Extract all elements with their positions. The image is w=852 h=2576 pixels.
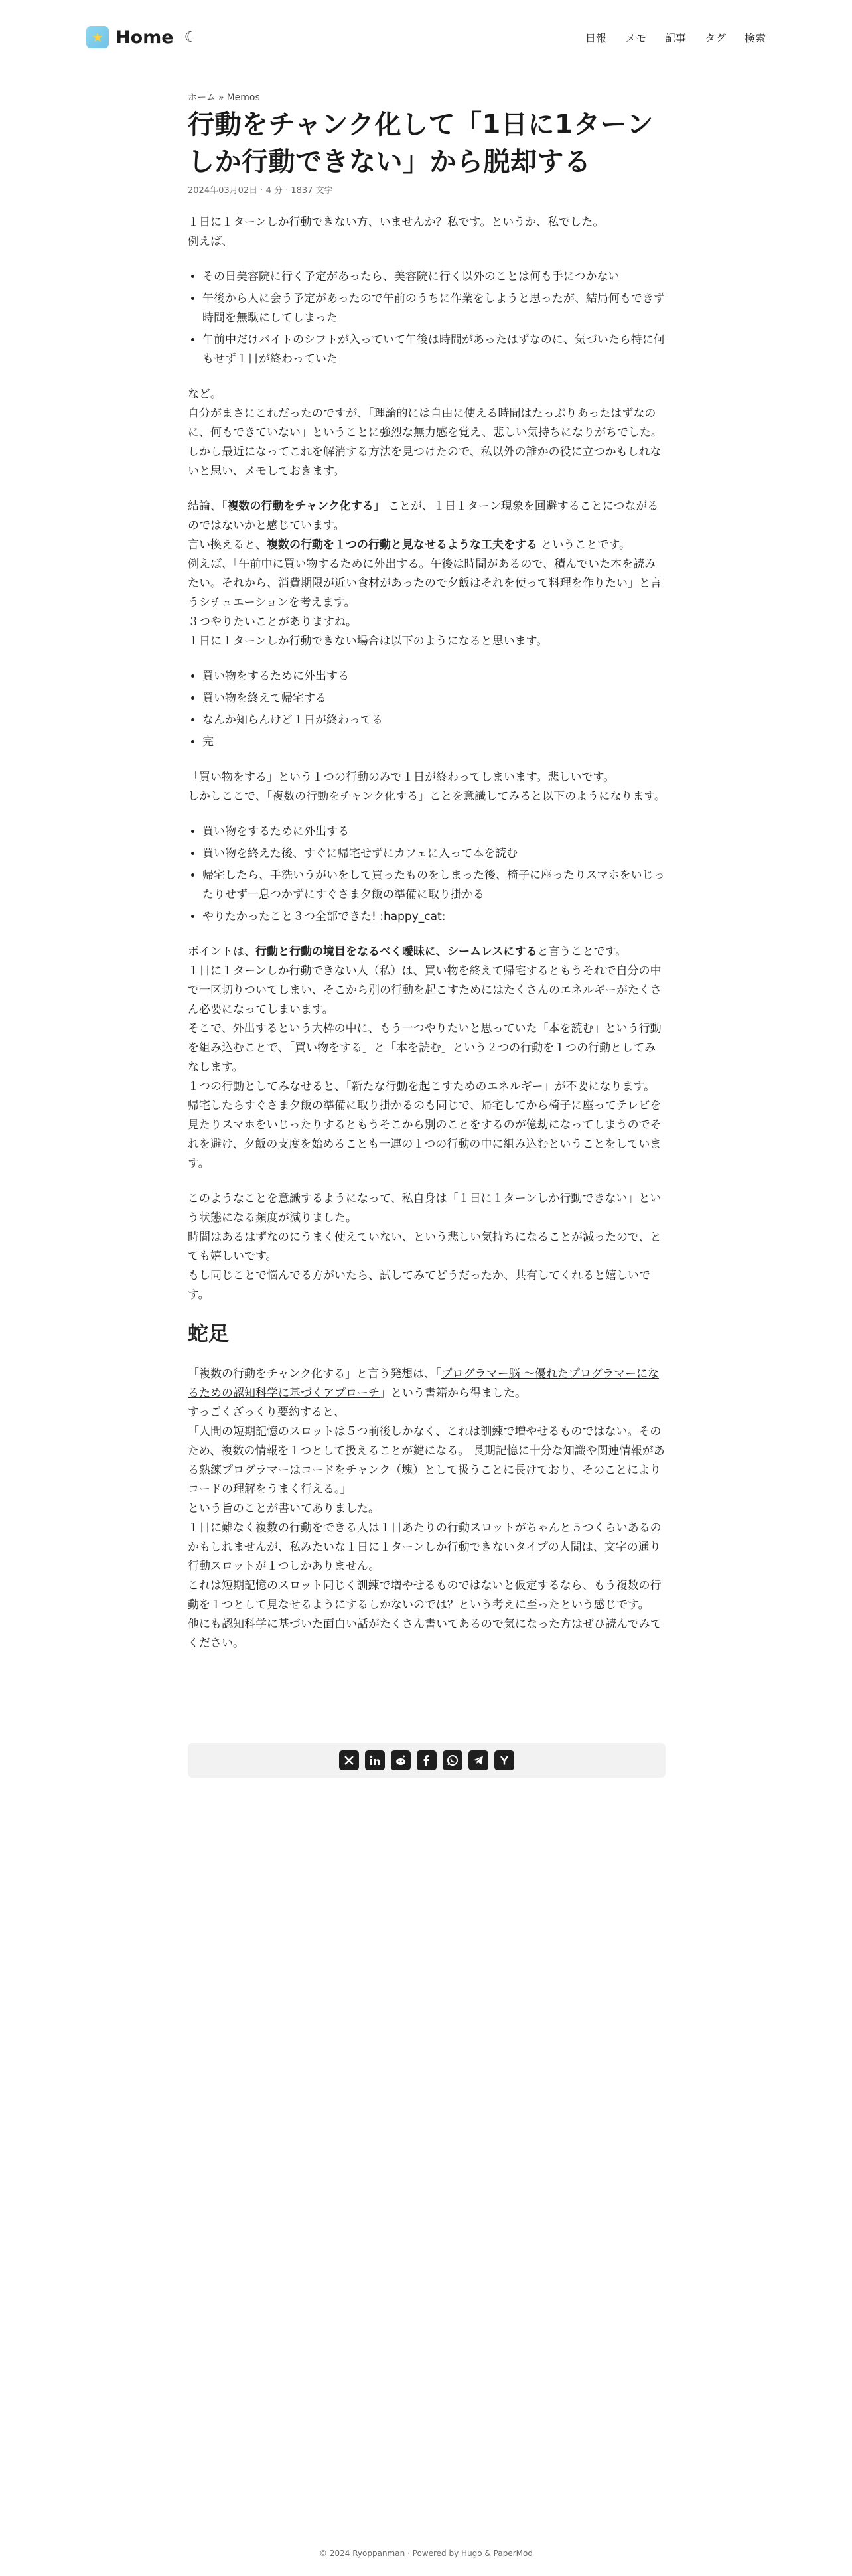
page-title: 行動をチャンク化して「1日に1ターンしか行動できない」から脱却する <box>188 110 654 177</box>
paragraph-point: ポイントは、行動と行動の境目をなるべく曖昧に、シームレスにすると言うことです。 １日に１ターンしか行動できない人（私）は、買い物を終えて帰宅するともうそれで自分の中で一区切りついてしまい、そこから別の行動を起こすためにはたくさんのエネルギーがたくさん必要になってしまいます。 そこで、外出するという大枠の中に、もう一つやりたいと思っていた「本を読む」という行動を組み込むことで、「買い物をする」と「本を読む」という２つの行動を１つの行動としてみなします。 １つの行動としてみなせると、「新たな行動を起こすためのエネルギー」が不要になります。 帰宅したらすぐさま夕飯の準備に取り掛かるのも同じで、帰宅してから椅子に座ってテレビを見たりスマホをいじったりするともうそこから別のことをするのが億劫になってしまうのでそれを避け、夕飯の支度を始めることも一連の１つの行動の中に組み込むということをしています。 <box>188 945 662 1170</box>
telegram-share-icon[interactable] <box>468 1750 488 1770</box>
list-item: • 買い物をするために外出する <box>202 667 666 686</box>
list-item: • 完 <box>202 733 666 752</box>
list-item: • 買い物を終えた後、すぐに帰宅せずにカフェに入って本を読む <box>202 844 666 864</box>
list-item: • なんか知らんけど１日が終わってる <box>202 711 666 730</box>
linkedin-share-icon[interactable] <box>365 1750 385 1770</box>
paragraph-result: このようなことを意識するようになって、私自身は「１日に１ターンしか行動できない」という状態になる頻度が減りました。 時間はあるはずなのにうまく使えていない、という悲しい気持ちになることが減ったので、とても嬉しいです。 もし同じことで悩んでる方がいたら、試してみてどうだったか、共有してくれると嬉しいです。 <box>188 1192 662 1302</box>
site-header <box>86 21 766 53</box>
book-link[interactable]: プログラマー脳 〜優れたプログラマーになるための認知科学に基づくアプローチ <box>188 1367 660 1400</box>
papermod-link[interactable]: PaperMod <box>493 2549 533 2558</box>
home-link[interactable]: Home <box>115 27 174 48</box>
facebook-share-icon[interactable] <box>417 1750 437 1770</box>
author-link[interactable]: Ryoppanman <box>352 2549 405 2558</box>
brand <box>86 26 197 48</box>
main-nav <box>585 30 766 45</box>
nav-item-search[interactable]: 検索 <box>744 31 766 44</box>
moon-icon[interactable]: ☾ <box>184 29 198 46</box>
paragraph-aside: 「複数の行動をチャンク化する」と言う発想は、「プログラマー脳 〜優れたプログラマーになるための認知科学に基づくアプローチ」という書籍から得ました。 すっごくざっくり要約すると、 「人間の短期記憶のスロットは５つ前後しかなく、これは訓練で増やせるものではない。そのため、複数の情報を１つとして扱えることが鍵になる。 長期記憶に十分な知識や関連情報がある熟練プログラマーはコードをチャンク（塊）として扱うことに長けており、そのことによりコードの理解をうまく行える。」 という旨のことが書いてありました。 １日に難なく複数の行動をできる人は１日あたりの行動スロットがちゃんと５つくらいあるのかもしれませんが、私みたいな１日に１ターンしか行動できないタイプの人間は、文字の通り行動スロットが１つしかありません。 これは短期記憶のスロット同じく訓練で増やせるものではないと仮定するなら、もう複数の行動を１つとして見なせるようにするしかないのでは？という考えに至ったという感じです。 他にも認知科学に基づいた面白い話がたくさん書いてあるので気になった方はぜひ読んでみてください。 <box>188 1367 665 1650</box>
nav-item-articles[interactable]: 記事 <box>664 31 686 44</box>
x-share-icon[interactable] <box>339 1750 359 1770</box>
nav-item-memo[interactable]: メモ <box>624 31 646 44</box>
example-list <box>188 267 666 369</box>
share-buttons <box>188 1743 666 1778</box>
nav-item-tags[interactable]: タグ <box>704 31 726 44</box>
paragraph-intro: １日に１ターンしか行動できない方、いませんか？私です。というか、私でした。 例えば、 <box>188 216 604 248</box>
list-item: • やりたかったこと３つ全部できた! :happy_cat: <box>202 907 666 927</box>
post-meta: 2024年03月02日 · 4 分 · 1837 文字 <box>188 186 333 196</box>
article <box>188 90 666 1669</box>
list-item: • 帰宅したら、手洗いうがいをして買ったものをしまった後、椅子に座ったりスマホをいじったりせず一息つかずにすぐさま夕飯の準備に取り掛かる <box>202 866 666 905</box>
paragraph-conclusion: 結論、「複数の行動をチャンク化する」 ことが、１日１ターン現象を回避することにつながるのではないかと感じています。 言い換えると、複数の行動を１つの行動と見なせるような工夫をする ということです。 例えば、「午前中に買い物するために外出する。午後は時間があるので、積んでいた本を読みたい。それから、消費期限が近い食材があったので夕飯はそれを使って料理を作りたい」と言うシチュエーションを考えます。 ３つやりたいことがありますね。 １日に１ターンしか行動できない場合は以下のようになると思います。 <box>188 500 662 648</box>
breadcrumb <box>188 90 666 104</box>
nav-item-daily[interactable]: 日報 <box>585 31 606 44</box>
list-item: • その日美容院に行く予定があったら、美容院に行く以外のことは何も手につかない <box>202 267 666 287</box>
hugo-link[interactable]: Hugo <box>461 2549 482 2558</box>
chunked-list <box>188 822 666 927</box>
site-footer: © 2024 Ryoppanman · Powered by Hugo & PaperMod <box>319 2549 533 2558</box>
site-logo[interactable]: ★ <box>86 26 109 48</box>
list-item: • 午後から人に会う予定があったので午前のうちに作業をしようと思ったが、結局何もできず時間を無駄にしてしまった <box>202 289 666 328</box>
ycombinator-share-icon[interactable] <box>494 1750 514 1770</box>
paragraph-sad: 「買い物をする」という１つの行動のみで１日が終わってしまいます。悲しいです。 しかしここで、「複数の行動をチャンク化する」ことを意識してみると以下のようになります。 <box>188 771 666 803</box>
paragraph-context: など。 自分がまさにこれだったのですが、「理論的には自由に使える時間はたっぷりあったはずなのに、何もできていない」ということに強烈な無力感を覚え、悲しい気持ちになりがちでした。 しかし最近になってこれを解消する方法を見つけたので、私以外の誰かの役に立つかもしれないと思い、メモしておきます。 <box>188 388 662 478</box>
list-item: • 買い物を終えて帰宅する <box>202 689 666 708</box>
breadcrumb-separator: » <box>218 92 224 103</box>
breadcrumb-home[interactable]: ホーム <box>188 92 216 103</box>
one-turn-list <box>188 667 666 752</box>
breadcrumb-memos[interactable]: Memos <box>226 92 260 103</box>
whatsapp-share-icon[interactable] <box>443 1750 462 1770</box>
section-heading: 蛇足 <box>188 1322 229 1346</box>
reddit-share-icon[interactable] <box>391 1750 411 1770</box>
post-content <box>188 213 666 1653</box>
list-item: • 買い物をするために外出する <box>202 822 666 842</box>
list-item: • 午前中だけバイトのシフトが入っていて午後は時間があったはずなのに、気づいたら特に何もせず１日が終わっていた <box>202 331 666 369</box>
